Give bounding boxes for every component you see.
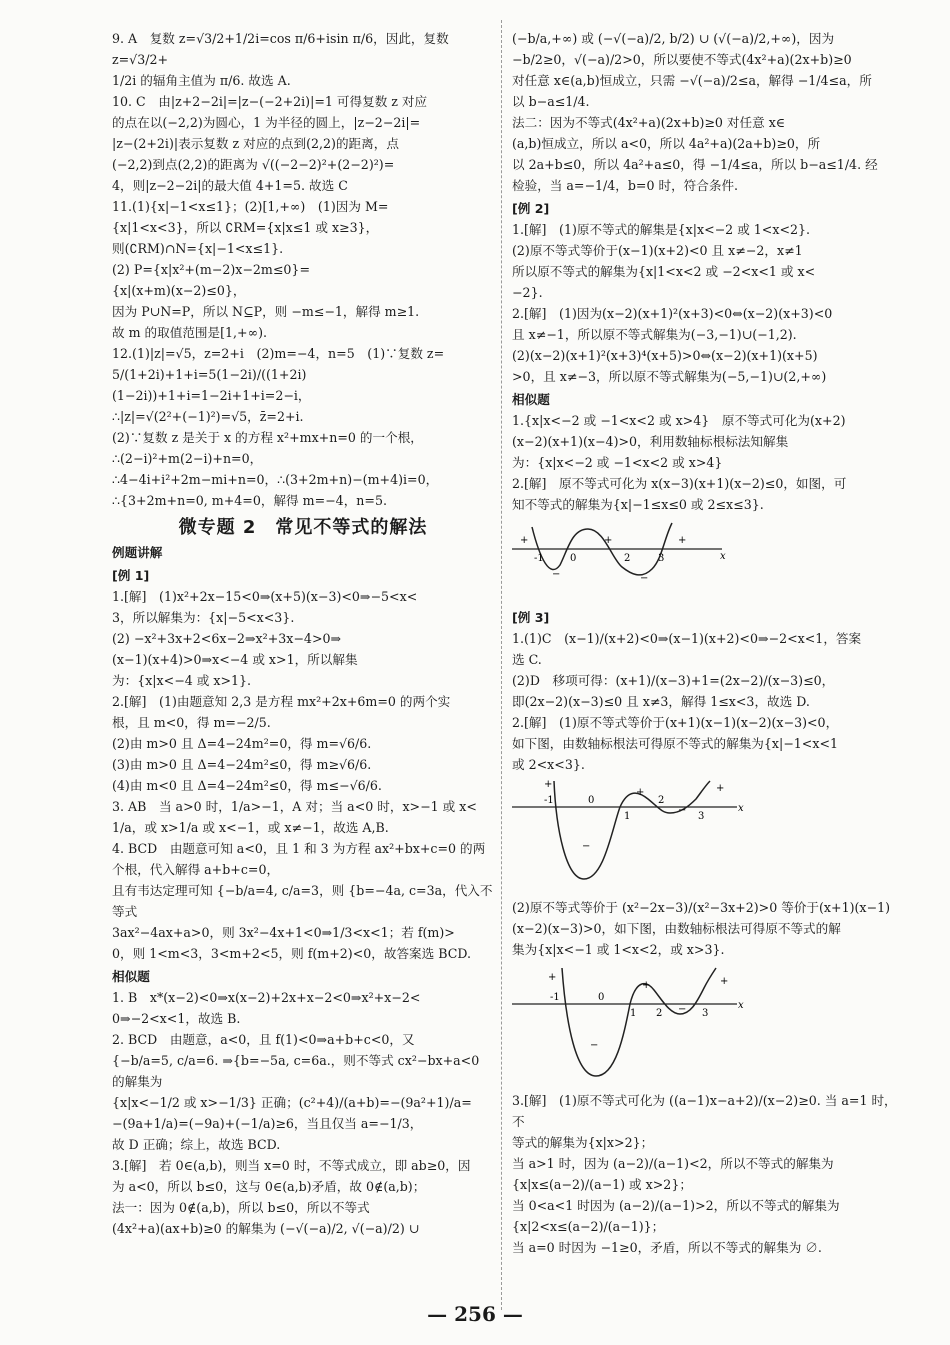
- text-line: 1.[解] (1)x²+2x−15<0⇒(x+5)(x−3)<0⇒−5<x<: [112, 589, 418, 604]
- text-line: (4)由 m<0 且 Δ=4−24m²≤0，得 m≤−√6/6.: [112, 778, 382, 793]
- example-3-part3: [512, 1090, 902, 1258]
- text-line: 2.[解] (1)由题意知 2,3 是方程 mx²+2x+6m=0 的两个实: [112, 694, 451, 709]
- example-2-solutions: [512, 219, 902, 387]
- text-line: 4，则|z−2−2i|的最大值 4+1=5. 故选 C: [112, 178, 348, 193]
- text-line: 选 C.: [512, 652, 542, 667]
- text-line: 3.[解] (1)原不等式可化为 ((a−1)x−a+2)/(x−2)≥0. 当 a=1 时，不: [512, 1093, 897, 1129]
- text-line: 12.(1)|z|=√5，z=2+i (2)m=−4，n=5 (1)∵复数 z=: [112, 346, 445, 361]
- text-line: 所以原不等式的解集为{x|1<x<2 或 −2<x<1 或 x<: [512, 264, 816, 279]
- right-column: [512, 28, 902, 1258]
- text-line: 以 b−a≤1/4.: [512, 94, 590, 109]
- text-line: 3，所以解集为：{x|−5<x<3}.: [112, 610, 295, 625]
- g2-label-1: 1: [624, 811, 631, 822]
- g3-sign-e: −: [678, 1004, 687, 1015]
- text-line: {x|(x+m)(x−2)≤0}，: [112, 283, 246, 298]
- text-line: (2)原不等式等价于 (x²−2x−3)/(x²−3x+2)>0 等价于(x+1)(x−1): [512, 900, 890, 915]
- g3-axis-x: x: [738, 1000, 744, 1011]
- text-line: 个根，代入解得 a+b+c=0，: [112, 862, 280, 877]
- text-line: 检验，当 a=−1/4，b=0 时，符合条件.: [512, 178, 739, 193]
- text-line: 为：{x|x<−4 或 x>1}.: [112, 673, 252, 688]
- example-3-solutions: [512, 628, 902, 775]
- text-line: 的点在以(−2,2)为圆心，1 为半径的圆上，|z−2−2i|=: [112, 115, 421, 130]
- g3-label-0: 0: [598, 992, 605, 1003]
- text-line: 知不等式的解集为{x|−1≤x≤0 或 2≤x≤3}.: [512, 497, 764, 512]
- example-3-part2: [512, 897, 902, 960]
- g2-sign-c: +: [716, 783, 725, 794]
- text-line: 0⇒−2<x<1，故选 B.: [112, 1011, 241, 1026]
- sign-chart-3: [512, 964, 752, 1082]
- text-line: 2.[解] 原不等式可化为 x(x−3)(x+1)(x−2)≤0，如图，可: [512, 476, 847, 491]
- text-line: ∴{3+2m+n=0, m+4=0，解得 m=−4，n=5.: [112, 493, 387, 508]
- g3-label-3: 3: [702, 1008, 709, 1019]
- text-line: 当 a=0 时因为 −1≥0，矛盾，所以不等式的解集为 ∅.: [512, 1240, 822, 1255]
- text-line: 3.[解] 若 0∈(a,b)，则当 x=0 时，不等式成立，即 ab≥0，因: [112, 1158, 471, 1173]
- g1-sign-c: +: [678, 535, 687, 546]
- text-line: 1. B x*(x−2)<0⇒x(x−2)+2x+x−2<0⇒x²+x−2<: [112, 990, 421, 1005]
- g1-label-0: 0: [570, 553, 577, 564]
- g2-axis-x: x: [738, 803, 744, 814]
- text-line: {x|x<−1/2 或 x>−1/3} 正确；(c²+4)/(a+b)=−(9a²+1)/a=: [112, 1095, 472, 1110]
- text-line: −b/2≥0，√(−a)/2>0，所以要使不等式(4x²+a)(2x+b)≥0: [512, 52, 852, 67]
- text-line: 1/a，或 x>1/a 或 x<−1，或 x≠−1，故选 A,B.: [112, 820, 389, 835]
- text-line: (x−2)(x+1)(x−4)>0，利用数轴标根标法知解集: [512, 434, 789, 449]
- text-line: 当 0<a<1 时因为 (a−2)/(a−1)>2，所以不等式的解集为: [512, 1198, 840, 1213]
- text-line: (2) −x²+3x+2<6x−2⇒x²+3x−4>0⇒: [112, 631, 342, 646]
- text-line: 对任意 x∈(a,b)恒成立，只需 −√(−a)/2≤a，解得 −1/4≤a，所: [512, 73, 872, 88]
- g2-label-2: 2: [658, 795, 665, 806]
- g1-label-2: 2: [624, 553, 631, 564]
- g3-label-neg1: -1: [550, 992, 560, 1003]
- g3-label-1: 1: [630, 1008, 637, 1019]
- text-line: (a,b)恒成立，所以 a<0，所以 4a²+a)(2a+b)≥0，所: [512, 136, 821, 151]
- text-line: (2) P={x|x²+(m−2)x−2m≤0}=: [112, 262, 311, 277]
- text-line: {−b/a=5, c/a=6. ⇒{b=−5a, c=6a.，则不等式 cx²−bx+a<0 的解集为: [112, 1053, 480, 1089]
- text-line: 0，则 1<m<3，3<m+2<5，则 f(m+2)<0，故答案选 BCD.: [112, 946, 472, 961]
- text-line: 故 m 的取值范围是[1,+∞).: [112, 325, 267, 340]
- g1-axis-x: x: [720, 551, 726, 562]
- text-line: 10. C 由|z+2−2i|=|z−(−2+2i)|=1 可得复数 z 对应: [112, 94, 428, 109]
- g2-sign-d: −: [582, 841, 591, 852]
- text-line: 法一：因为 0∉(a,b)，所以 b≤0，所以不等式: [112, 1200, 370, 1215]
- text-line: 2.[解] (1)原不等式等价于(x+1)(x−1)(x−2)(x−3)<0，: [512, 715, 839, 730]
- g3-sign-d: −: [590, 1040, 599, 1051]
- text-line: 2. BCD 由题意，a<0，且 f(1)<0⇒a+b+c<0，又: [112, 1032, 415, 1047]
- text-line: 为：{x|x<−2 或 −1<x<2 或 x>4}: [512, 455, 723, 470]
- text-line: 为 a<0，所以 b≤0，这与 0∈(a,b)矛盾，故 0∉(a,b)；: [112, 1179, 426, 1194]
- heading-example-2: [例 2]: [512, 201, 550, 216]
- g1-label-neg1: -1: [534, 553, 544, 564]
- g1-sign-d: −: [552, 569, 561, 580]
- text-line: 9. A 复数 z=√3/2+1/2i=cos π/6+isin π/6，因此，复数 z=√3/2+: [112, 31, 449, 67]
- text-line: ∴(2−i)²+m(2−i)+n=0，: [112, 451, 263, 466]
- text-line: 即(2x−2)(x−3)≤0 且 x≠3，解得 1≤x<3，故选 D.: [512, 694, 810, 709]
- g3-sign-a: +: [548, 972, 557, 983]
- method-two-text: [512, 28, 902, 196]
- g2-label-3: 3: [698, 811, 705, 822]
- text-line: ∴|z|=√(2²+(−1)²)=√5，z̄=2+i.: [112, 409, 304, 424]
- heading-example-1: [例 1]: [112, 568, 150, 583]
- text-line: >0，且 x≠−3，所以原不等式解集为(−5,−1)∪(2,+∞): [512, 369, 827, 384]
- g3-sign-b: +: [642, 980, 651, 991]
- text-line: 集为{x|x<−1 或 1<x<2，或 x>3}.: [512, 942, 725, 957]
- text-line: {x|2<x≤(a−2)/(a−1)}；: [512, 1219, 665, 1234]
- text-line: {x|x≤(a−2)/(a−1) 或 x>2}；: [512, 1177, 692, 1192]
- text-line: (−b/a,+∞) 或 (−√(−a)/2, b/2) ∪ (√(−a)/2,+∞)，因为: [512, 31, 835, 46]
- page-number: — 256 —: [427, 1302, 523, 1326]
- text-line: 1.{x|x<−2 或 −1<x<2 或 x>4} 原不等式可化为(x+2): [512, 413, 846, 428]
- text-line: 则(∁RM)∩N={x|−1<x≤1}.: [112, 241, 284, 256]
- heading-similar-1: 相似题: [112, 969, 150, 984]
- g2-label-0: 0: [588, 795, 595, 806]
- g1-sign-e: −: [640, 573, 649, 584]
- g1-sign-a: +: [520, 535, 529, 546]
- text-line: 11.(1){x|−1<x≤1}；(2)[1,+∞) (1)因为 M=: [112, 199, 389, 214]
- similar-1-solutions: [112, 987, 494, 1239]
- g1-sign-b: +: [604, 535, 613, 546]
- text-line: |z−(2+2i)|表示复数 z 对应的点到(2,2)的距离，点: [112, 136, 399, 151]
- g3-sign-c: +: [720, 976, 729, 987]
- text-line: (−2,2)到点(2,2)的距离为 √((−2−2)²+(2−2)²)=: [112, 157, 395, 172]
- text-line: 1.[解] (1)原不等式的解集是{x|x<−2 或 1<x<2}.: [512, 222, 811, 237]
- heading-examples: 例题讲解: [112, 545, 163, 560]
- text-line: ∴4−4i+i²+2m−mi+n=0，∴(3+2m+n)−(m+4)i=0，: [112, 472, 439, 487]
- heading-example-3: [例 3]: [512, 610, 550, 625]
- text-line: 如下图，由数轴标根法可得原不等式的解集为{x|−1<x<1: [512, 736, 839, 751]
- text-line: {x|1<x<3}，所以 ∁RM={x|x≤1 或 x≥3}，: [112, 220, 379, 235]
- g2-label-neg1: -1: [544, 795, 554, 806]
- text-line: 3ax²−4ax+a>0，则 3x²−4x+1<0⇒1/3<x<1；若 f(m)>: [112, 925, 455, 940]
- text-line: 等式的解集为{x|x>2}；: [512, 1135, 654, 1150]
- g1-label-3: 3: [658, 553, 665, 564]
- text-line: 且有韦达定理可知 {−b/a=4, c/a=3，则 {b=−4a, c=3a，代入不等式: [112, 883, 493, 919]
- text-line: 5/(1+2i)+1+i=5(1−2i)/((1+2i)(1−2i))+1+i=1−2i+1+i=2−i，: [112, 367, 311, 403]
- text-line: (2)(x−2)(x+1)²(x+3)⁴(x+5)>0⇔(x−2)(x+1)(x+5): [512, 348, 818, 363]
- column-divider: [501, 20, 502, 1310]
- g3-label-2: 2: [656, 1008, 663, 1019]
- text-line: 2.[解] (1)因为(x−2)(x+1)²(x+3)<0⇔(x−2)(x+3)<0: [512, 306, 833, 321]
- text-line: 因为 P∪N=P，所以 N⊆P，则 −m≤−1，解得 m≥1.: [112, 304, 420, 319]
- example-1-solutions: [112, 586, 494, 964]
- text-line: (2)由 m>0 且 Δ=4−24m²=0，得 m=√6/6.: [112, 736, 372, 751]
- similar-2-solutions: [512, 410, 902, 515]
- g2-sign-b: +: [636, 787, 645, 798]
- text-line: (2)∵复数 z 是关于 x 的方程 x²+mx+n=0 的一个根，: [112, 430, 423, 445]
- text-line: −2}.: [512, 285, 543, 300]
- text-line: −(9a+1/a)=(−9a)+(−1/a)≥6，当且仅当 a=−1/3，: [112, 1116, 423, 1131]
- text-line: 故 D 正确；综上，故选 BCD.: [112, 1137, 281, 1152]
- text-line: 1/2i 的辐角主值为 π/6. 故选 A.: [112, 73, 291, 88]
- text-line: (x−1)(x+4)>0⇒x<−4 或 x>1，所以解集: [112, 652, 358, 667]
- text-line: 1.(1)C (x−1)/(x+2)<0⇒(x−1)(x+2)<0⇒−2<x<1，答案: [512, 631, 862, 646]
- text-line: 法二：因为不等式(4x²+a)(2x+b)≥0 对任意 x∈: [512, 115, 786, 130]
- left-column: [112, 28, 494, 1239]
- text-line: (2)原不等式等价于(x−1)(x+2)<0 且 x≠−2，x≠1: [512, 243, 803, 258]
- section-title: 微专题 2 常见不等式的解法: [178, 517, 428, 538]
- heading-similar-2: 相似题: [512, 392, 550, 407]
- g2-sign-a: +: [544, 779, 553, 790]
- text-line: 4. BCD 由题意可知 a<0，且 1 和 3 为方程 ax²+bx+c=0 的两: [112, 841, 486, 856]
- g2-sign-e: −: [678, 805, 687, 816]
- text-line: (x−2)(x−3)>0，如下图，由数轴标根法可得原不等式的解: [512, 921, 841, 936]
- text-line: 3. AB 当 a>0 时，1/a>−1，A 对；当 a<0 时，x>−1 或 x<: [112, 799, 477, 814]
- text-line: 或 2<x<3}.: [512, 757, 585, 772]
- text-line: (3)由 m>0 且 Δ=4−24m²≤0，得 m≥√6/6.: [112, 757, 372, 772]
- sign-chart-1: [512, 519, 732, 599]
- answers-9-12: [112, 28, 494, 511]
- sign-chart-2: [512, 779, 752, 889]
- text-line: 当 a>1 时，因为 (a−2)/(a−1)<2，所以不等式的解集为: [512, 1156, 834, 1171]
- text-line: 且 x≠−1，所以原不等式解集为(−3,−1)∪(−1,2).: [512, 327, 797, 342]
- text-line: 根，且 m<0，得 m=−2/5.: [112, 715, 271, 730]
- text-line: (2)D 移项可得：(x+1)/(x−3)+1=(2x−2)/(x−3)≤0，: [512, 673, 835, 688]
- text-line: 以 2a+b≤0，所以 4a²+a≤0，得 −1/4≤a，所以 b−a≤1/4. 经: [512, 157, 878, 172]
- text-line: (4x²+a)(ax+b)≥0 的解集为 (−√(−a)/2, √(−a)/2) ∪: [112, 1221, 420, 1236]
